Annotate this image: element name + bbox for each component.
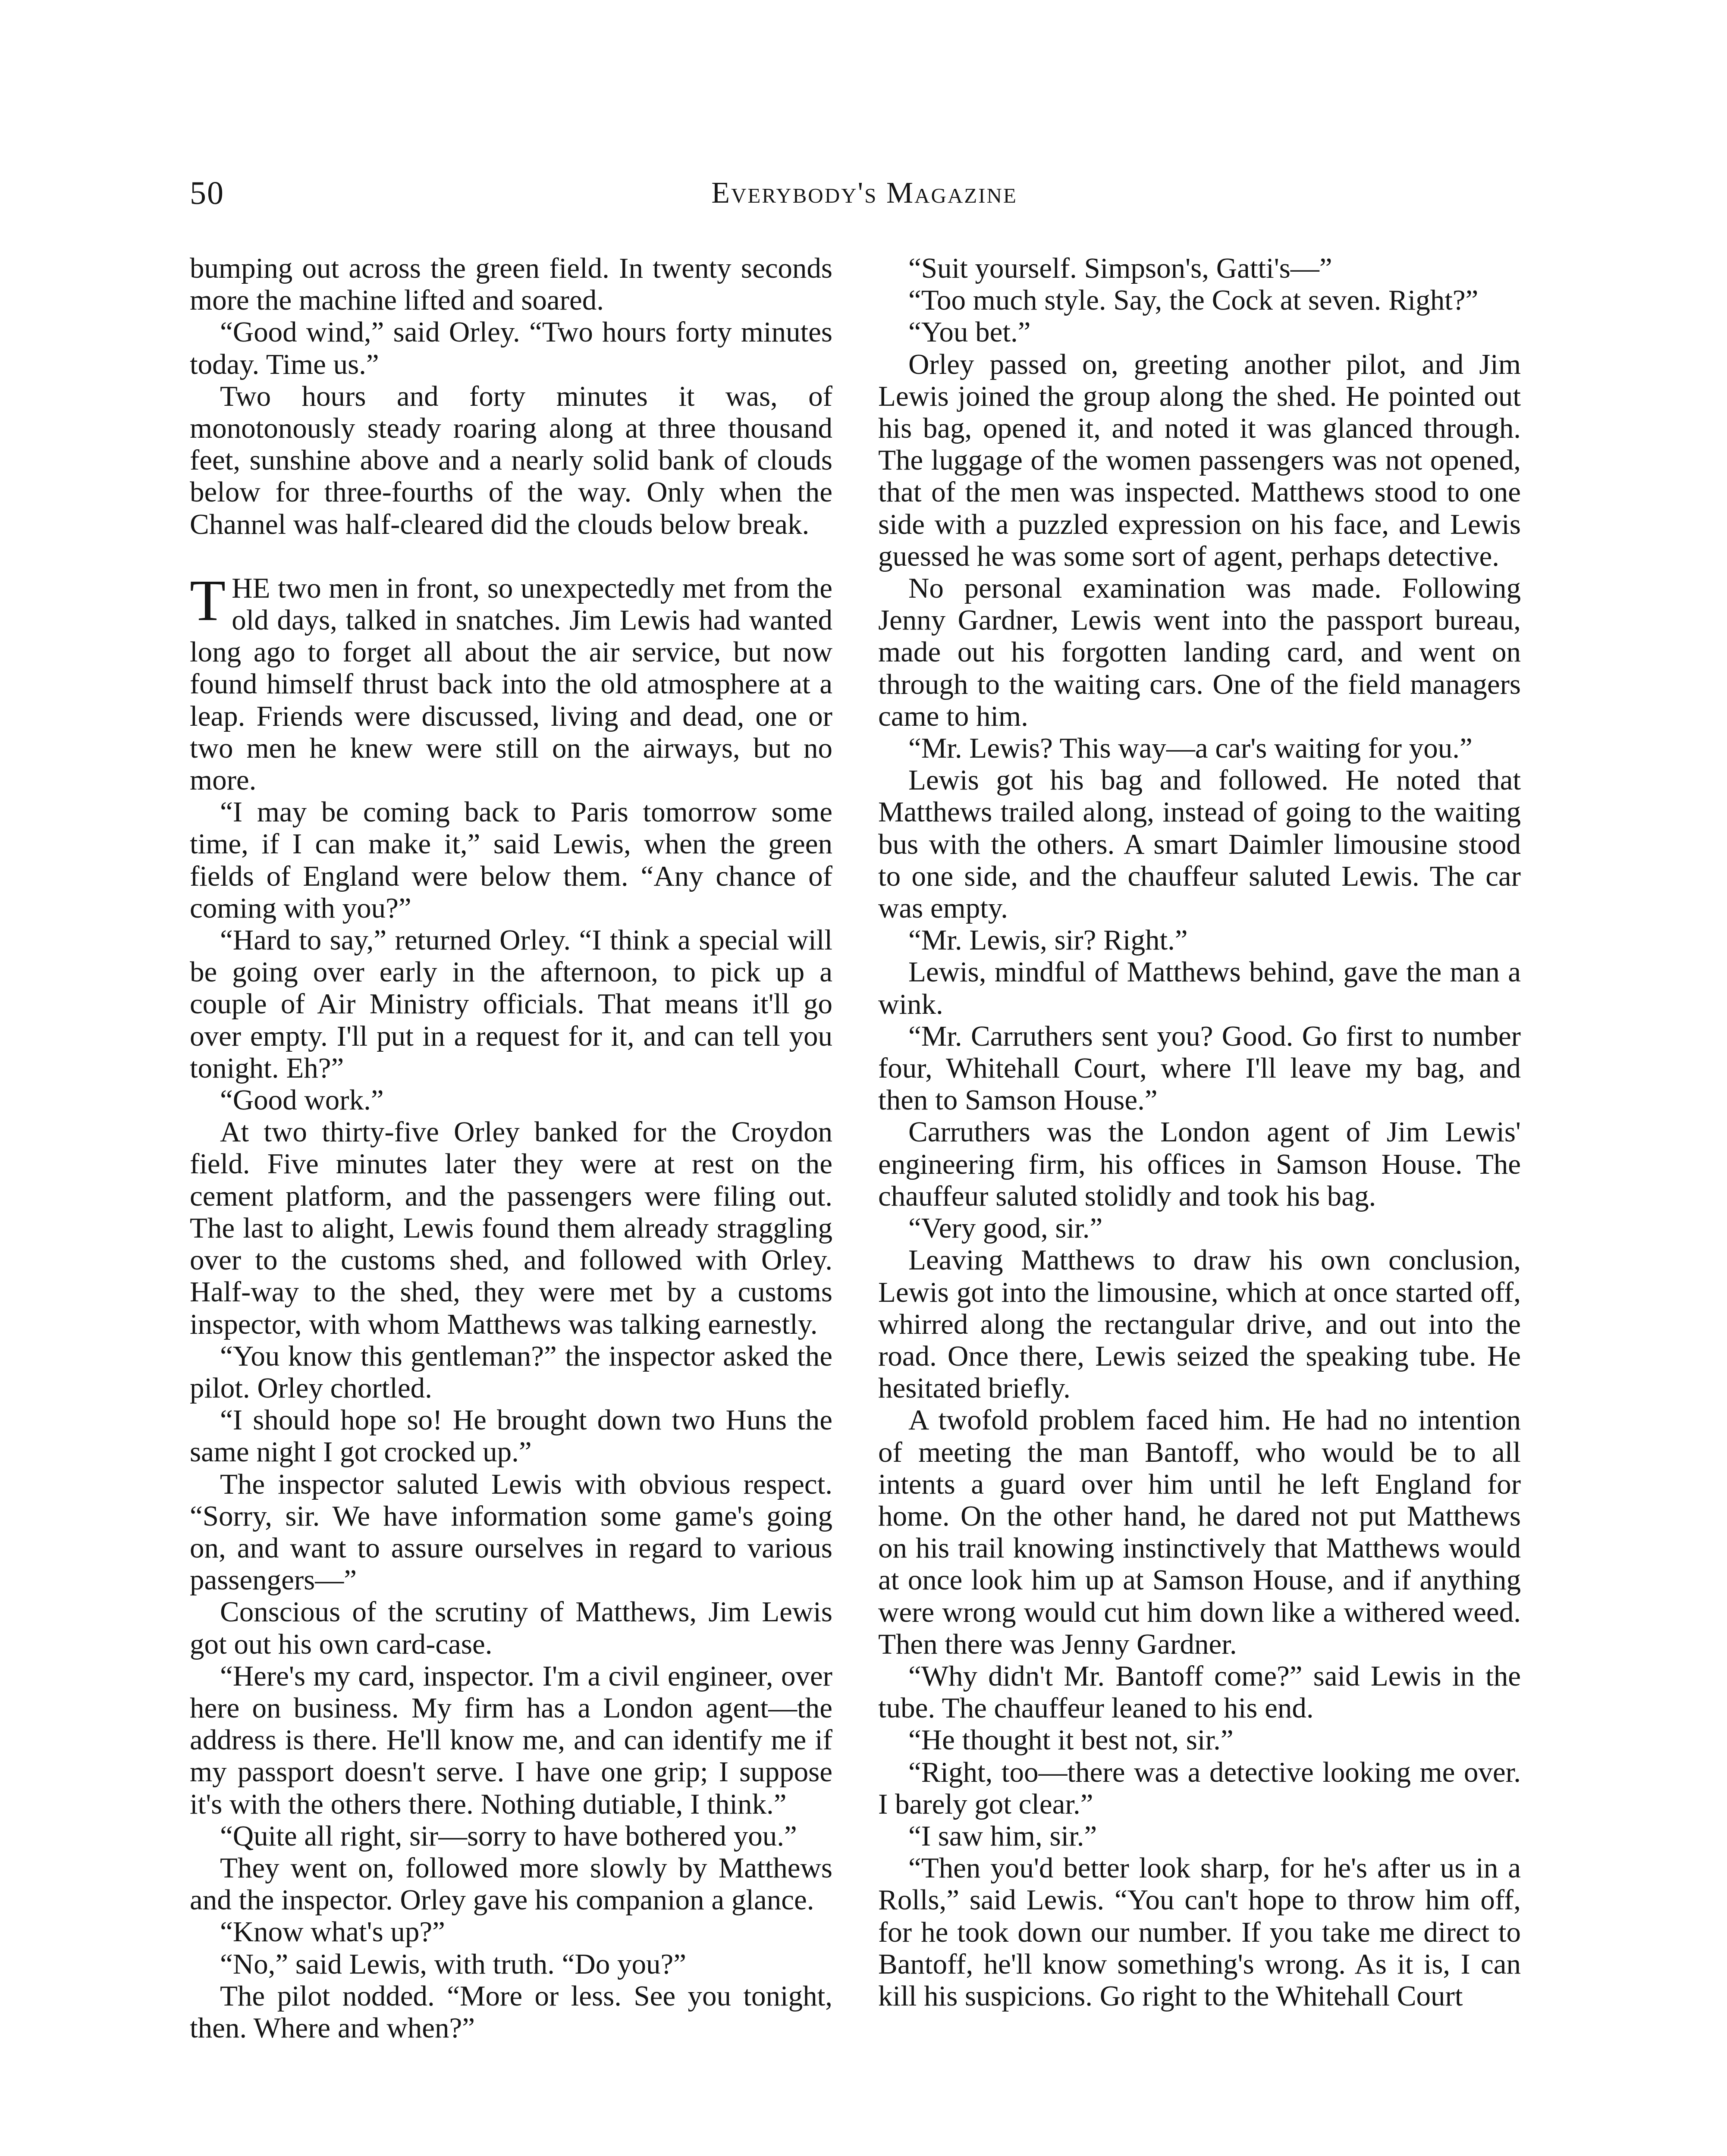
paragraph: “Then you'd better look sharp, for he's after us in a Rolls,” said Lewis. “You can't hope to throw him off, for he took down our number. If you take me direct to Bantoff, he'll know something's wrong. As it is, I can kill his suspicions. Go right to the Whitehall Court	[878, 1852, 1521, 2012]
paragraph: The inspector saluted Lewis with obvious respect. “Sorry, sir. We have information some game's going on, and want to assure ourselves in regard to various passengers—”	[190, 1468, 832, 1596]
paragraph: Orley passed on, greeting another pilot, and Jim Lewis joined the group along the shed. He pointed out his bag, opened it, and noted it was glanced through. The luggage of the women passengers was not opened, that of the men was inspected. Matthews stood to one side with a puzzled expression on his face, and Lewis guessed he was some sort of agent, perhaps detective.	[878, 348, 1521, 572]
paragraph: “No,” said Lewis, with truth. “Do you?”	[220, 1948, 687, 1980]
paragraph: “Why didn't Mr. Bantoff come?” said Lewis in the tube. The chauffeur leaned to his end.	[878, 1660, 1521, 1724]
paragraph: “He thought it best not, sir.”	[908, 1724, 1234, 1756]
page-header	[190, 172, 1539, 219]
paragraph: “You bet.”	[908, 316, 1031, 348]
paragraph: “Mr. Lewis, sir? Right.”	[908, 924, 1188, 956]
paragraph: At two thirty-five Orley banked for the Croydon field. Five minutes later they were at rest on the cement platform, and the passengers were filing out. The last to alight, Lewis found them already straggling over to the customs shed, and followed with Orley. Half-way to the shed, they were met by a customs inspector, with whom Matthews was talking earnestly.	[190, 1116, 832, 1340]
paragraph: The pilot nodded. “More or less. See you tonight, then. Where and when?”	[190, 1980, 832, 2044]
paragraph: “Too much style. Say, the Cock at seven. Right?”	[908, 284, 1479, 317]
section-paragraph	[190, 568, 832, 796]
paragraph: “I should hope so! He brought down two Huns the same night I got crocked up.”	[190, 1404, 832, 1468]
paragraph: “Good wind,” said Orley. “Two hours forty minutes today. Time us.”	[190, 316, 832, 380]
paragraph-text: HE two men in front, so unexpectedly met from the old days, talked in snatches. Jim Lewis had wanted long ago to forget all about the air service, but now found himself thrust back into the old atmosphere at a leap. Friends were discussed, living and dead, one or two men he knew were still on the airways, but no more.	[190, 572, 832, 796]
paragraph: “Quite all right, sir—sorry to have bothered you.”	[220, 1820, 797, 1852]
paragraph: “Mr. Carruthers sent you? Good. Go first to number four, Whitehall Court, where I'll leave my bag, and then to Samson House.”	[878, 1020, 1521, 1116]
right-column	[878, 252, 1521, 2012]
left-column	[190, 252, 832, 2044]
paragraph: Two hours and forty minutes it was, of monotonously steady roaring along at three thousand feet, sunshine above and a nearly solid bank of clouds below for three-fourths of the way. Only when the Channel was half-cleared did the clouds below break.	[190, 380, 832, 540]
paragraph: “Hard to say,” returned Orley. “I think a special will be going over early in the afternoon, to pick up a couple of Air Ministry officials. That means it'll go over empty. I'll put in a request for it, and can tell you tonight. Eh?”	[190, 924, 832, 1084]
page-number: 50	[190, 175, 224, 211]
paragraph: Conscious of the scrutiny of Matthews, Jim Lewis got out his own card-case.	[190, 1596, 832, 1660]
paragraph: “Mr. Lewis? This way—a car's waiting for you.”	[908, 732, 1473, 765]
paragraph: “I may be coming back to Paris tomorrow some time, if I can make it,” said Lewis, when the green fields of England were below them. “Any chance of coming with you?”	[190, 796, 832, 924]
paragraph: Carruthers was the London agent of Jim Lewis' engineering firm, his offices in Samson House. The chauffeur saluted stolidly and took his bag.	[878, 1116, 1521, 1212]
paragraph: “Good work.”	[220, 1084, 384, 1116]
paragraph: “Know what's up?”	[220, 1916, 445, 1948]
paragraph: No personal examination was made. Following Jenny Gardner, Lewis went into the passport bureau, made out his forgotten landing card, and went on through to the waiting cars. One of the field managers came to him.	[878, 572, 1521, 732]
paragraph: “Very good, sir.”	[908, 1212, 1103, 1244]
paragraph: “I saw him, sir.”	[908, 1820, 1097, 1852]
paragraph: They went on, followed more slowly by Matthews and the inspector. Orley gave his companion a glance.	[190, 1852, 832, 1916]
paragraph: “Here's my card, inspector. I'm a civil engineer, over here on business. My firm has a London agent—the address is there. He'll know me, and can identify me if my passport doesn't serve. I have one grip; I suppose it's with the others there. Nothing dutiable, I think.”	[190, 1660, 832, 1820]
paragraph: Leaving Matthews to draw his own conclusion, Lewis got into the limousine, which at once started off, whirred along the rectangular drive, and out into the road. Once there, Lewis seized the speaking tube. He hesitated briefly.	[878, 1244, 1521, 1404]
running-head: Everybody's Magazine	[711, 176, 1017, 210]
paragraph: bumping out across the green field. In twenty seconds more the machine lifted and soared.	[190, 252, 832, 317]
paragraph: Lewis, mindful of Matthews behind, gave the man a wink.	[878, 956, 1521, 1020]
paragraph: “You know this gentleman?” the inspector asked the pilot. Orley chortled.	[190, 1340, 832, 1404]
paragraph: “Right, too—there was a detective looking me over. I barely got clear.”	[878, 1756, 1521, 1820]
paragraph: Lewis got his bag and followed. He noted that Matthews trailed along, instead of going to the waiting bus with the others. A smart Daimler limousine stood to one side, and the chauffeur saluted Lewis. The car was empty.	[878, 764, 1521, 924]
drop-cap: T	[190, 568, 226, 633]
paragraph: A twofold problem faced him. He had no intention of meeting the man Bantoff, who would be to all intents a guard over him until he left England for home. On the other hand, he dared not put Matthews on his trail knowing instinctively that Matthews would at once look him up at Samson House, and if anything were wrong would cut him down like a withered weed. Then there was Jenny Gardner.	[878, 1404, 1521, 1660]
paragraph: “Suit yourself. Simpson's, Gatti's—”	[908, 252, 1332, 284]
